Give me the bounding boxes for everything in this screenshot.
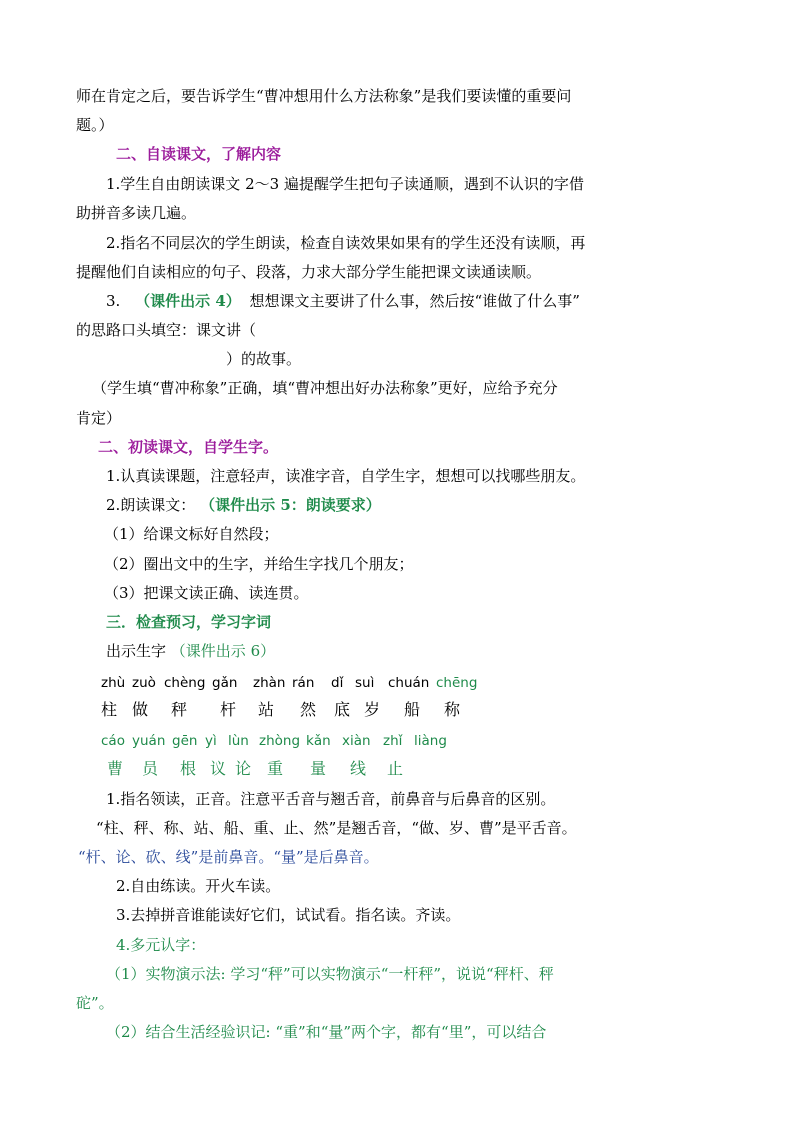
paragraph-line: “杆、论、砍、线”是前鼻音。“量”是后鼻音。 (78, 848, 379, 866)
character: 称 (444, 700, 461, 719)
character: 曹 (107, 759, 124, 778)
paragraph-line: （2）圈出文中的生字，并给生字找几个朋友； (104, 555, 414, 573)
character: 员 (142, 759, 159, 778)
character: 止 (387, 759, 404, 778)
paragraph-line: 1.学生自由朗读课文 2～3 遍提醒学生把句子读通顺，遇到不认识的字借 (106, 175, 584, 193)
pinyin: gǎn (212, 675, 238, 691)
pinyin: rán (292, 675, 315, 691)
pinyin: liàng (414, 733, 447, 749)
paragraph-line: 题。） (76, 116, 114, 134)
paragraph-line (106, 641, 275, 661)
paragraph-line: 师在肯定之后，要告诉学生“曹冲想用什么方法称象”是我们要读懂的重要问 (76, 87, 572, 105)
item-text: 2.朗读课文： (106, 496, 196, 514)
paragraph-line (106, 291, 580, 311)
pinyin: chēng (436, 675, 478, 691)
character-row (0, 759, 794, 781)
paragraph-line: “柱、秤、称、站、船、重、止、然”是翘舌音，“做、岁、曹”是平舌音。 (96, 819, 577, 837)
character: 然 (300, 700, 317, 719)
character: 重 (267, 759, 284, 778)
pinyin: zhù (101, 675, 126, 691)
pinyin: zhǐ (383, 733, 403, 749)
paragraph-line: （学生填“曹冲称象”正确，填“曹冲想出好办法称象”更好，应给予充分 (92, 379, 558, 397)
pinyin: dǐ (331, 675, 344, 691)
pinyin: yì (205, 733, 217, 749)
paragraph-line: 1.指名领读，正音。注意平舌音与翘舌音，前鼻音与后鼻音的区别。 (106, 790, 556, 808)
paragraph-line: 2.自由练读。开火车读。 (116, 877, 281, 895)
courseware-tag: （课件出示 4） (135, 292, 241, 310)
character: 岁 (364, 700, 381, 719)
pinyin: chuán (388, 675, 430, 691)
paragraph-line: 2.指名不同层次的学生朗读，检查自读效果如果有的学生还没有读顺，再 (106, 234, 586, 252)
paragraph-line: （3）把课文读正确、读连贯。 (104, 584, 309, 602)
paragraph-line: 提醒他们自读相应的句子、段落，力求大部分学生能把课文读通读顺。 (76, 263, 542, 281)
paragraph-line: 肯定） (76, 409, 122, 427)
pinyin: yuán (132, 733, 166, 749)
pinyin: gēn (172, 733, 198, 749)
pinyin-row (0, 731, 794, 751)
section-heading: 二、初读课文，自学生字。 (98, 438, 279, 456)
paragraph-line: （1）实物演示法: 学习“秤”可以实物演示“一杆秤”，说说“秤杆、秤 (106, 965, 554, 983)
character: 杆 (220, 700, 237, 719)
character: 柱 (101, 700, 118, 719)
section-heading: 三．检查预习，学习字词 (106, 613, 272, 631)
item-text: 出示生字 (106, 642, 167, 660)
character: 线 (350, 759, 367, 778)
paragraph-line: 3.去掉拼音谁能读好它们，试试看。指名读。齐读。 (116, 906, 461, 924)
paragraph-line: 的思路口头填空：课文讲（ (76, 321, 257, 339)
pinyin: zuò (132, 675, 156, 691)
courseware-tag: （课件出示 5：朗读要求） (200, 496, 381, 514)
paragraph-line: 砣”。 (76, 994, 114, 1012)
pinyin: zhòng (259, 733, 301, 749)
section-heading: 二、自读课文，了解内容 (116, 145, 282, 163)
character: 量 (310, 759, 327, 778)
pinyin: cáo (101, 733, 125, 749)
item-text: 想想课文主要讲了什么事，然后按“谁做了什么事” (249, 292, 580, 310)
character-row (0, 700, 794, 722)
character: 秤 (171, 700, 188, 719)
paragraph-line: 助拼音多读几遍。 (76, 204, 197, 222)
character: 底 (334, 700, 351, 719)
character: 议 (210, 759, 227, 778)
pinyin: suì (355, 675, 375, 691)
character: 船 (404, 700, 421, 719)
courseware-tag: （课件出示 6） (170, 642, 276, 660)
character: 站 (258, 700, 275, 719)
pinyin: zhàn (253, 675, 286, 691)
character: 论 (235, 759, 252, 778)
item-number: 3. (106, 292, 121, 310)
pinyin: kǎn (306, 733, 331, 749)
pinyin: chèng (164, 675, 206, 691)
pinyin-row (0, 673, 794, 693)
paragraph-line: （2）结合生活经验识记: “重”和“量”两个字，都有“里”，可以结合 (106, 1023, 547, 1041)
paragraph-line: 1.认真读课题，注意轻声，读准字音，自学生字，想想可以找哪些朋友。 (106, 467, 586, 485)
paragraph-line: 4.多元认字： (116, 936, 206, 954)
paragraph-line: （1）给课文标好自然段； (104, 525, 279, 543)
paragraph-line: ）的故事。 (226, 350, 302, 368)
character: 做 (132, 700, 149, 719)
pinyin: lùn (228, 733, 249, 749)
character: 根 (180, 759, 197, 778)
paragraph-line (106, 495, 381, 515)
pinyin: xiàn (342, 733, 371, 749)
